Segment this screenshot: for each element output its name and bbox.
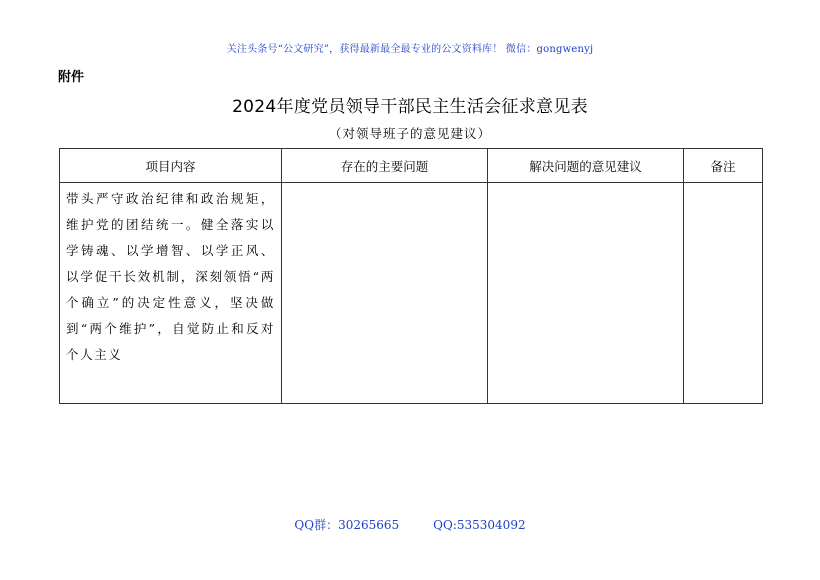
document-title: 2024年度党员领导干部民主生活会征求意见表 (232, 97, 588, 117)
column-header-suggestions: 解决问题的意见建议 (488, 149, 684, 183)
item-content-cell (60, 183, 282, 404)
problems-cell[interactable] (282, 183, 488, 404)
column-header-problems: 存在的主要问题 (282, 149, 488, 183)
footer-qq: QQ:535304092 (433, 518, 526, 532)
remarks-cell[interactable] (684, 183, 763, 404)
column-header-item: 项目内容 (60, 149, 282, 183)
column-header-remarks: 备注 (684, 149, 763, 183)
table-header-row (60, 149, 763, 183)
opinion-table (59, 148, 763, 404)
suggestions-cell[interactable] (488, 183, 684, 404)
footer-contact (0, 516, 820, 533)
header-promo-note: 关注头条号“公文研究”，获得最新最全最专业的公文资料库！ 微信：gongwenyj (226, 44, 594, 55)
item-content-text: 带头严守政治纪律和政治规矩，维护党的团结统一。健全落实以学铸魂、以学增智、以学正风、以学促干长效机制，深刻领悟“两个确立”的决定性意义，坚决做到“两个维护”，自觉防止和反对个人主义 (66, 191, 275, 362)
document-subtitle: （对领导班子的意见建议） (328, 126, 491, 141)
attachment-label: 附件 (58, 70, 85, 85)
footer-qq-group: QQ群：30265665 (294, 518, 400, 532)
opinion-table-container (59, 148, 762, 362)
table-row (60, 183, 763, 404)
